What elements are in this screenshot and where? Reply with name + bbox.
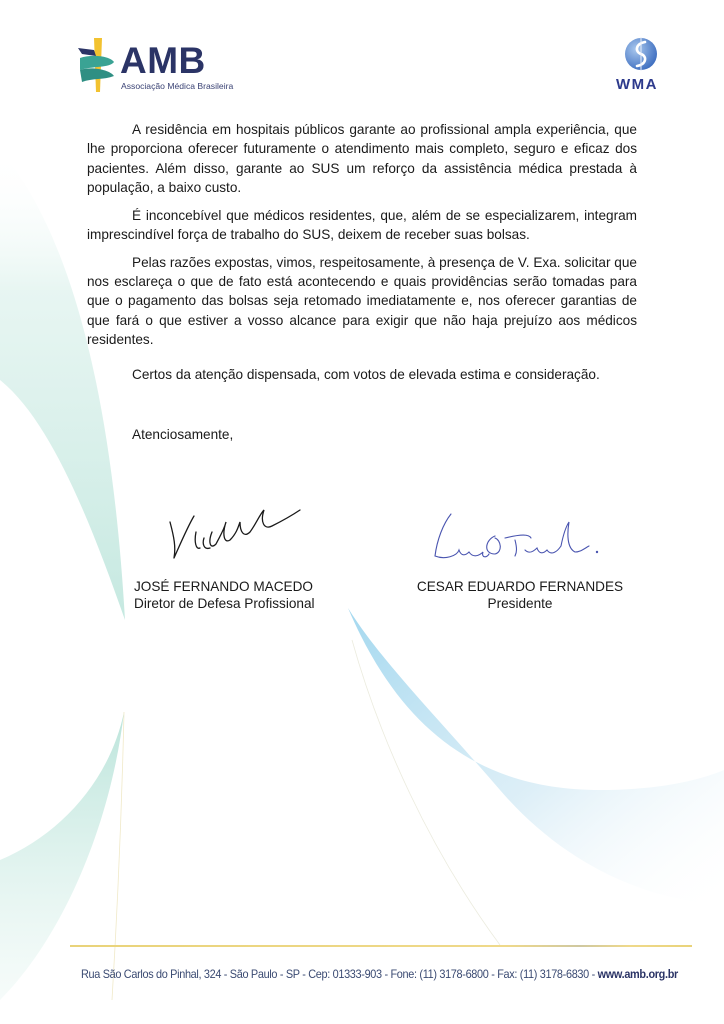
amb-subtitle: Associação Médica Brasileira [121, 81, 234, 91]
wma-wordmark: WMA [616, 76, 658, 93]
paragraph: É inconcebível que médicos residentes, que, além de se especializarem, integram imprescindível força de trabalho do SUS, deixem de receber suas bolsas. [87, 207, 637, 242]
footer-divider [70, 945, 692, 947]
swoosh-right-blue [348, 608, 724, 905]
closing-line: Certos da atenção dispensada, com votos de elevada estima e consideração. [132, 367, 600, 382]
swoosh-lower-left [0, 712, 124, 1000]
wma-logo [616, 36, 686, 98]
amb-logo [74, 36, 234, 96]
signer-title: Diretor de Defesa Profissional [134, 596, 315, 611]
signature-macedo [160, 492, 310, 562]
regards-line: Atenciosamente, [132, 427, 234, 442]
globe-serpent-icon [623, 36, 659, 72]
signature-fernandes [425, 510, 605, 570]
amb-wordmark: AMB [120, 40, 206, 81]
caduceus-ribbon-icon [74, 36, 118, 94]
signer-block-fernandes [408, 578, 632, 612]
letter-body [87, 120, 637, 358]
signer-title: Presidente [487, 596, 553, 611]
signer-block-macedo [134, 578, 315, 612]
paragraph: A residência em hospitais públicos garante ao profissional ampla experiência, que lhe proporciona oferecer futuramente o atendimento mais completo, seguro e eficaz dos pacientes. Além disso, garante ao SUS um reforço da assistência médica prestada à população, a baixo custo. [87, 122, 637, 195]
signer-name: CESAR EDUARDO FERNANDES [416, 579, 624, 594]
signer-name: JOSÉ FERNANDO MACEDO [134, 579, 314, 594]
footer-address: Rua São Carlos do Pinhal, 324 - São Paulo - SP - Cep: 01333-903 - Fone: (11) 3178-6800 - Fax: (11) 3178-6830 - [81, 968, 598, 981]
footer-contact [81, 968, 678, 981]
paragraph: Pelas razões expostas, vimos, respeitosamente, à presença de V. Exa. solicitar que nos esclareça o que de fato está acontecendo e quais providências serão tomadas para que o pagamento das bolsas seja retomado imediatamente e, nos oferecer garantias de que fará o que estiver a vosso alcance para exigir que não haja prejuízo aos médicos residentes. [87, 254, 637, 347]
footer-website-link[interactable]: www.amb.org.br [597, 968, 678, 981]
